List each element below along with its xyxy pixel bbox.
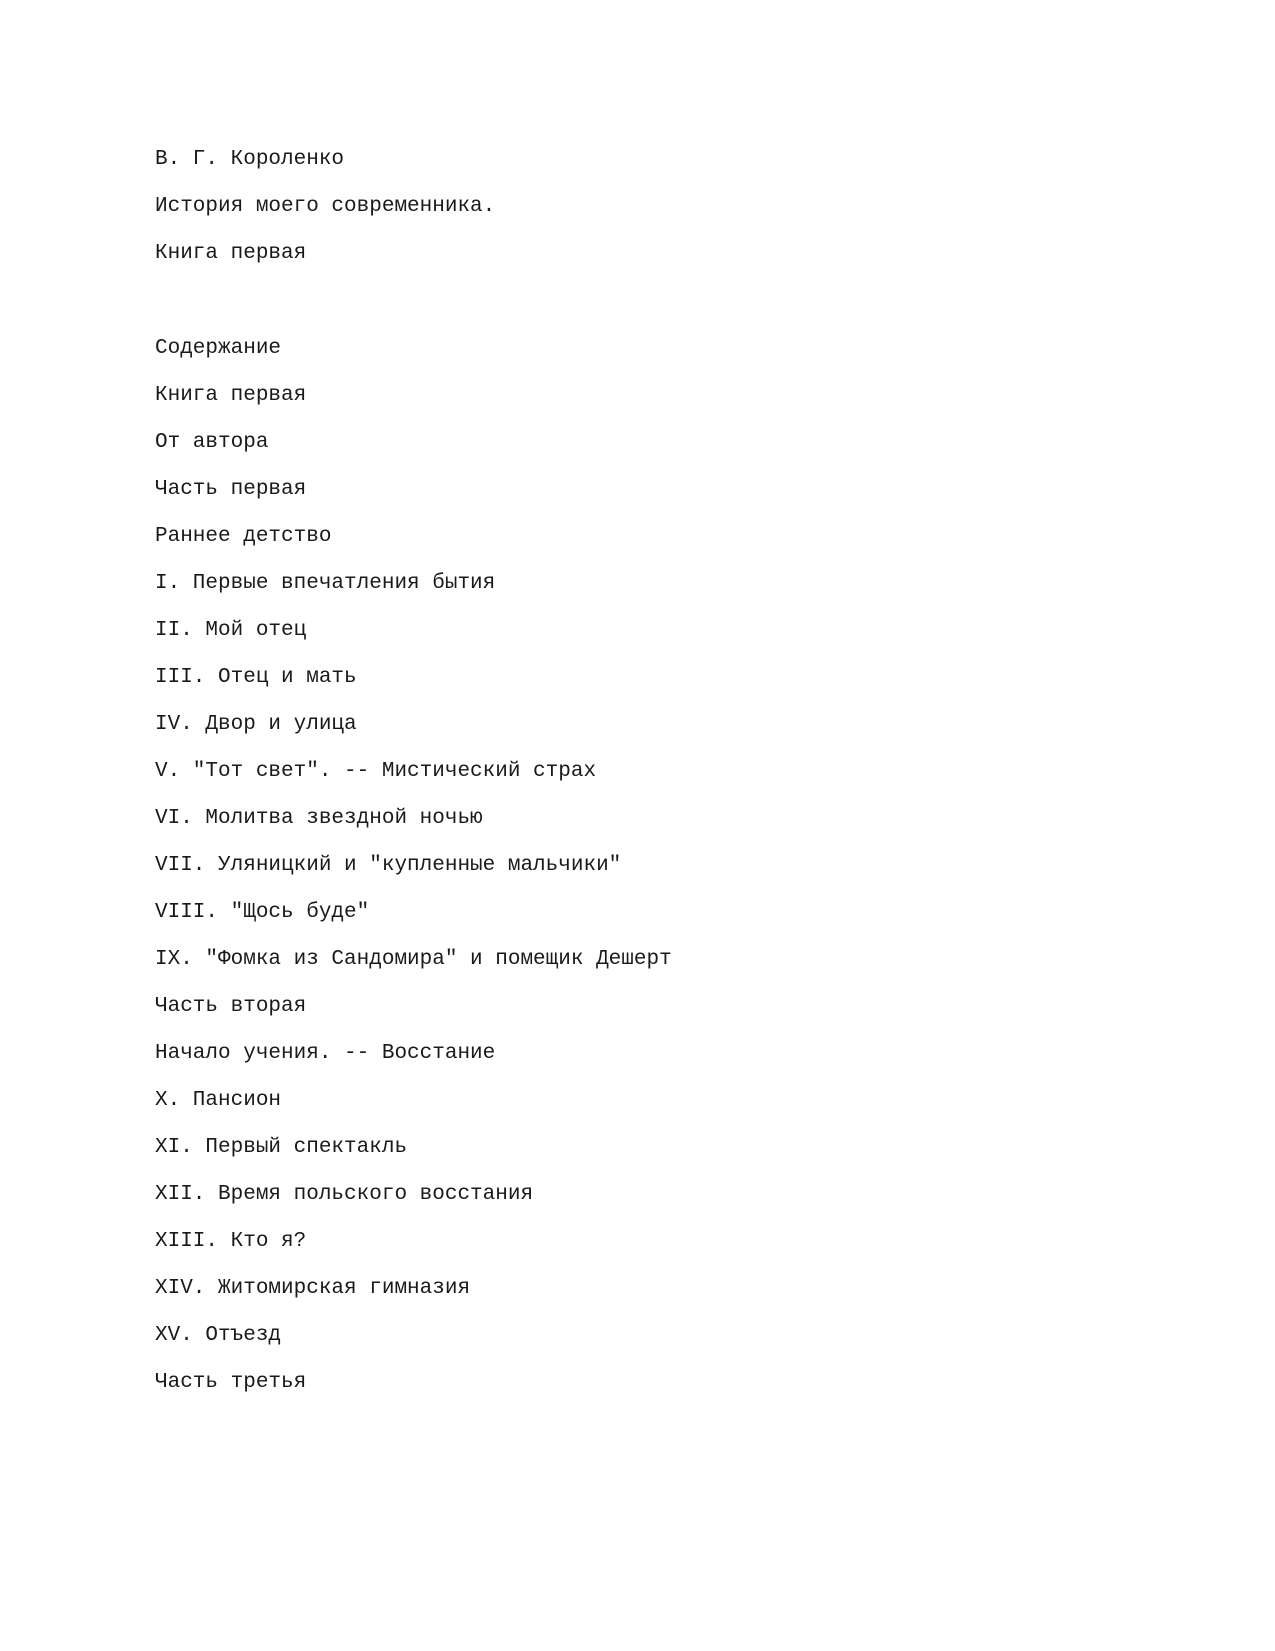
toc-entry: X. Пансион xyxy=(155,1089,282,1112)
toc-entry: IV. Двор и улица xyxy=(155,713,357,736)
title-line: История моего современника. xyxy=(155,195,496,218)
toc-entry: II. Мой отец xyxy=(155,619,307,642)
toc-entry: XIII. Кто я? xyxy=(155,1230,307,1253)
toc-entry: XV. Отъезд xyxy=(155,1324,282,1347)
toc-entry: XII. Время польского восстания xyxy=(155,1183,534,1206)
toc-heading: Содержание xyxy=(155,337,282,360)
toc-entry: VI. Молитва звездной ночью xyxy=(155,807,483,830)
toc-entry: XIV. Житомирская гимназия xyxy=(155,1277,471,1300)
toc-entry: V. "Тот свет". -- Мистический страх xyxy=(155,760,597,783)
toc-entry: VII. Уляницкий и "купленные мальчики" xyxy=(155,854,622,877)
toc-entry: От автора xyxy=(155,431,269,454)
toc-entry: Книга первая xyxy=(155,384,307,407)
toc-entry: Часть вторая xyxy=(155,995,307,1018)
toc-entry: Раннее детство xyxy=(155,525,332,548)
toc-entry: Начало учения. -- Восстание xyxy=(155,1042,496,1065)
toc-entry: VIII. "Щось буде" xyxy=(155,901,370,924)
toc-entry: XI. Первый спектакль xyxy=(155,1136,408,1159)
book-line: Книга первая xyxy=(155,242,307,265)
toc-entry: Часть первая xyxy=(155,478,307,501)
toc-entry: IX. "Фомка из Сандомира" и помещик Дешерт xyxy=(155,948,672,971)
toc-entry: Часть третья xyxy=(155,1371,307,1394)
author-line: В. Г. Короленко xyxy=(155,148,345,171)
toc-entry: III. Отец и мать xyxy=(155,666,357,689)
toc-entry: I. Первые впечатления бытия xyxy=(155,572,496,595)
